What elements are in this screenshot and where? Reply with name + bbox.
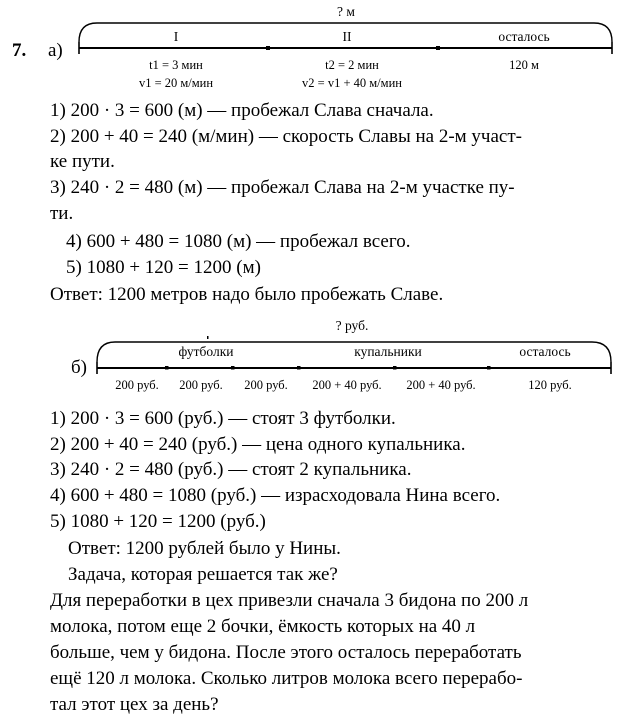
task-line-3: больше, чем у бидона. После этого осталось переработать	[50, 642, 522, 663]
part-a-step-4: 4) 600 + 480 = 1080 (м) — пробежал всего.	[66, 231, 411, 252]
diagram-a-seg1-title: I	[173, 29, 179, 44]
part-b-step-3: 3) 240 · 2 = 480 (руб.) — стоят 2 купальника.	[50, 459, 412, 480]
diagram-a-dot-1	[266, 46, 270, 50]
part-b-step-5: 5) 1080 + 120 = 1200 (руб.)	[50, 511, 266, 532]
diagram-b-dot-2	[231, 366, 235, 370]
part-a-step-3-cont: ти.	[50, 203, 74, 224]
diagram-b-seg1-title: футболки	[178, 344, 234, 359]
diagram-b-dot-1	[165, 366, 169, 370]
diagram-b-value-6: 120 руб.	[528, 378, 572, 392]
diagram-b-value-1: 200 руб.	[115, 378, 159, 392]
diagram-b-value-2: 200 руб.	[179, 378, 223, 392]
part-b-step-1: 1) 200 · 3 = 600 (руб.) — стоят 3 футболки.	[50, 408, 396, 429]
diagram-b-seg3-title: осталось	[519, 344, 571, 359]
part-b-step-2: 2) 200 + 40 = 240 (руб.) — цена одного купальника.	[50, 434, 466, 455]
part-a-label: а)	[48, 40, 63, 61]
diagram-a-seg1-time: t1 = 3 мин	[149, 58, 203, 72]
part-a-step-3: 3) 240 · 2 = 480 (м) — пробежал Слава на 2-м участке пу-	[50, 177, 515, 198]
part-b-answer: Ответ: 1200 рублей было у Нины.	[68, 538, 341, 559]
diagram-b-dot-3	[297, 366, 301, 370]
diagram-a-seg2-title: II	[342, 29, 352, 44]
task-line-2: молока, потом еще 2 бочки, ёмкость которых на 40 л	[50, 616, 476, 637]
diagram-b-seg2-title: купальники	[354, 344, 422, 359]
diagram-b-value-5: 200 + 40 руб.	[406, 378, 476, 392]
part-b-step-4: 4) 600 + 480 = 1080 (руб.) — израсходовала Нина всего.	[50, 485, 501, 506]
part-a-step-2-cont: ке пути.	[50, 151, 115, 172]
diagram-a-seg3-title: осталось	[498, 29, 550, 44]
diagram-a-seg2-time: t2 = 2 мин	[325, 58, 379, 72]
problem-number: 7.	[12, 40, 27, 61]
diagram-b-stray-mark	[207, 336, 209, 339]
task-line-4: ещё 120 л молока. Сколько литров молока всего перерабо-	[50, 668, 523, 689]
part-a-answer: Ответ: 1200 метров надо было пробежать Славе.	[50, 284, 444, 305]
diagram-b-value-4: 200 + 40 руб.	[312, 378, 382, 392]
part-a-step-5: 5) 1080 + 120 = 1200 (м)	[66, 257, 261, 278]
diagram-b-dot-4	[393, 366, 397, 370]
task-line-1: Для переработки в цех привезли сначала 3 бидона по 200 л	[50, 590, 529, 611]
part-a-step-2: 2) 200 + 40 = 240 (м/мин) — скорость Славы на 2-м участ-	[50, 126, 522, 147]
part-a-step-1: 1) 200 · 3 = 600 (м) — пробежал Слава сначала.	[50, 100, 434, 121]
part-b-label: б)	[71, 357, 87, 378]
diagram-a-seg3-value: 120 м	[509, 58, 539, 72]
diagram-b-dot-5	[487, 366, 491, 370]
diagram-a-dot-2	[436, 46, 440, 50]
task-line-5: тал этот цех за день?	[50, 694, 219, 715]
diagram-a-total-label: ? м	[337, 4, 355, 19]
diagram-a-seg2-speed: v2 = v1 + 40 м/мин	[302, 76, 402, 90]
diagram-b-total-label: ? руб.	[335, 318, 369, 333]
diagram-a-seg1-speed: v1 = 20 м/мин	[138, 76, 214, 90]
part-b-question: Задача, которая решается так же?	[68, 564, 338, 585]
diagram-b-value-3: 200 руб.	[244, 378, 288, 392]
